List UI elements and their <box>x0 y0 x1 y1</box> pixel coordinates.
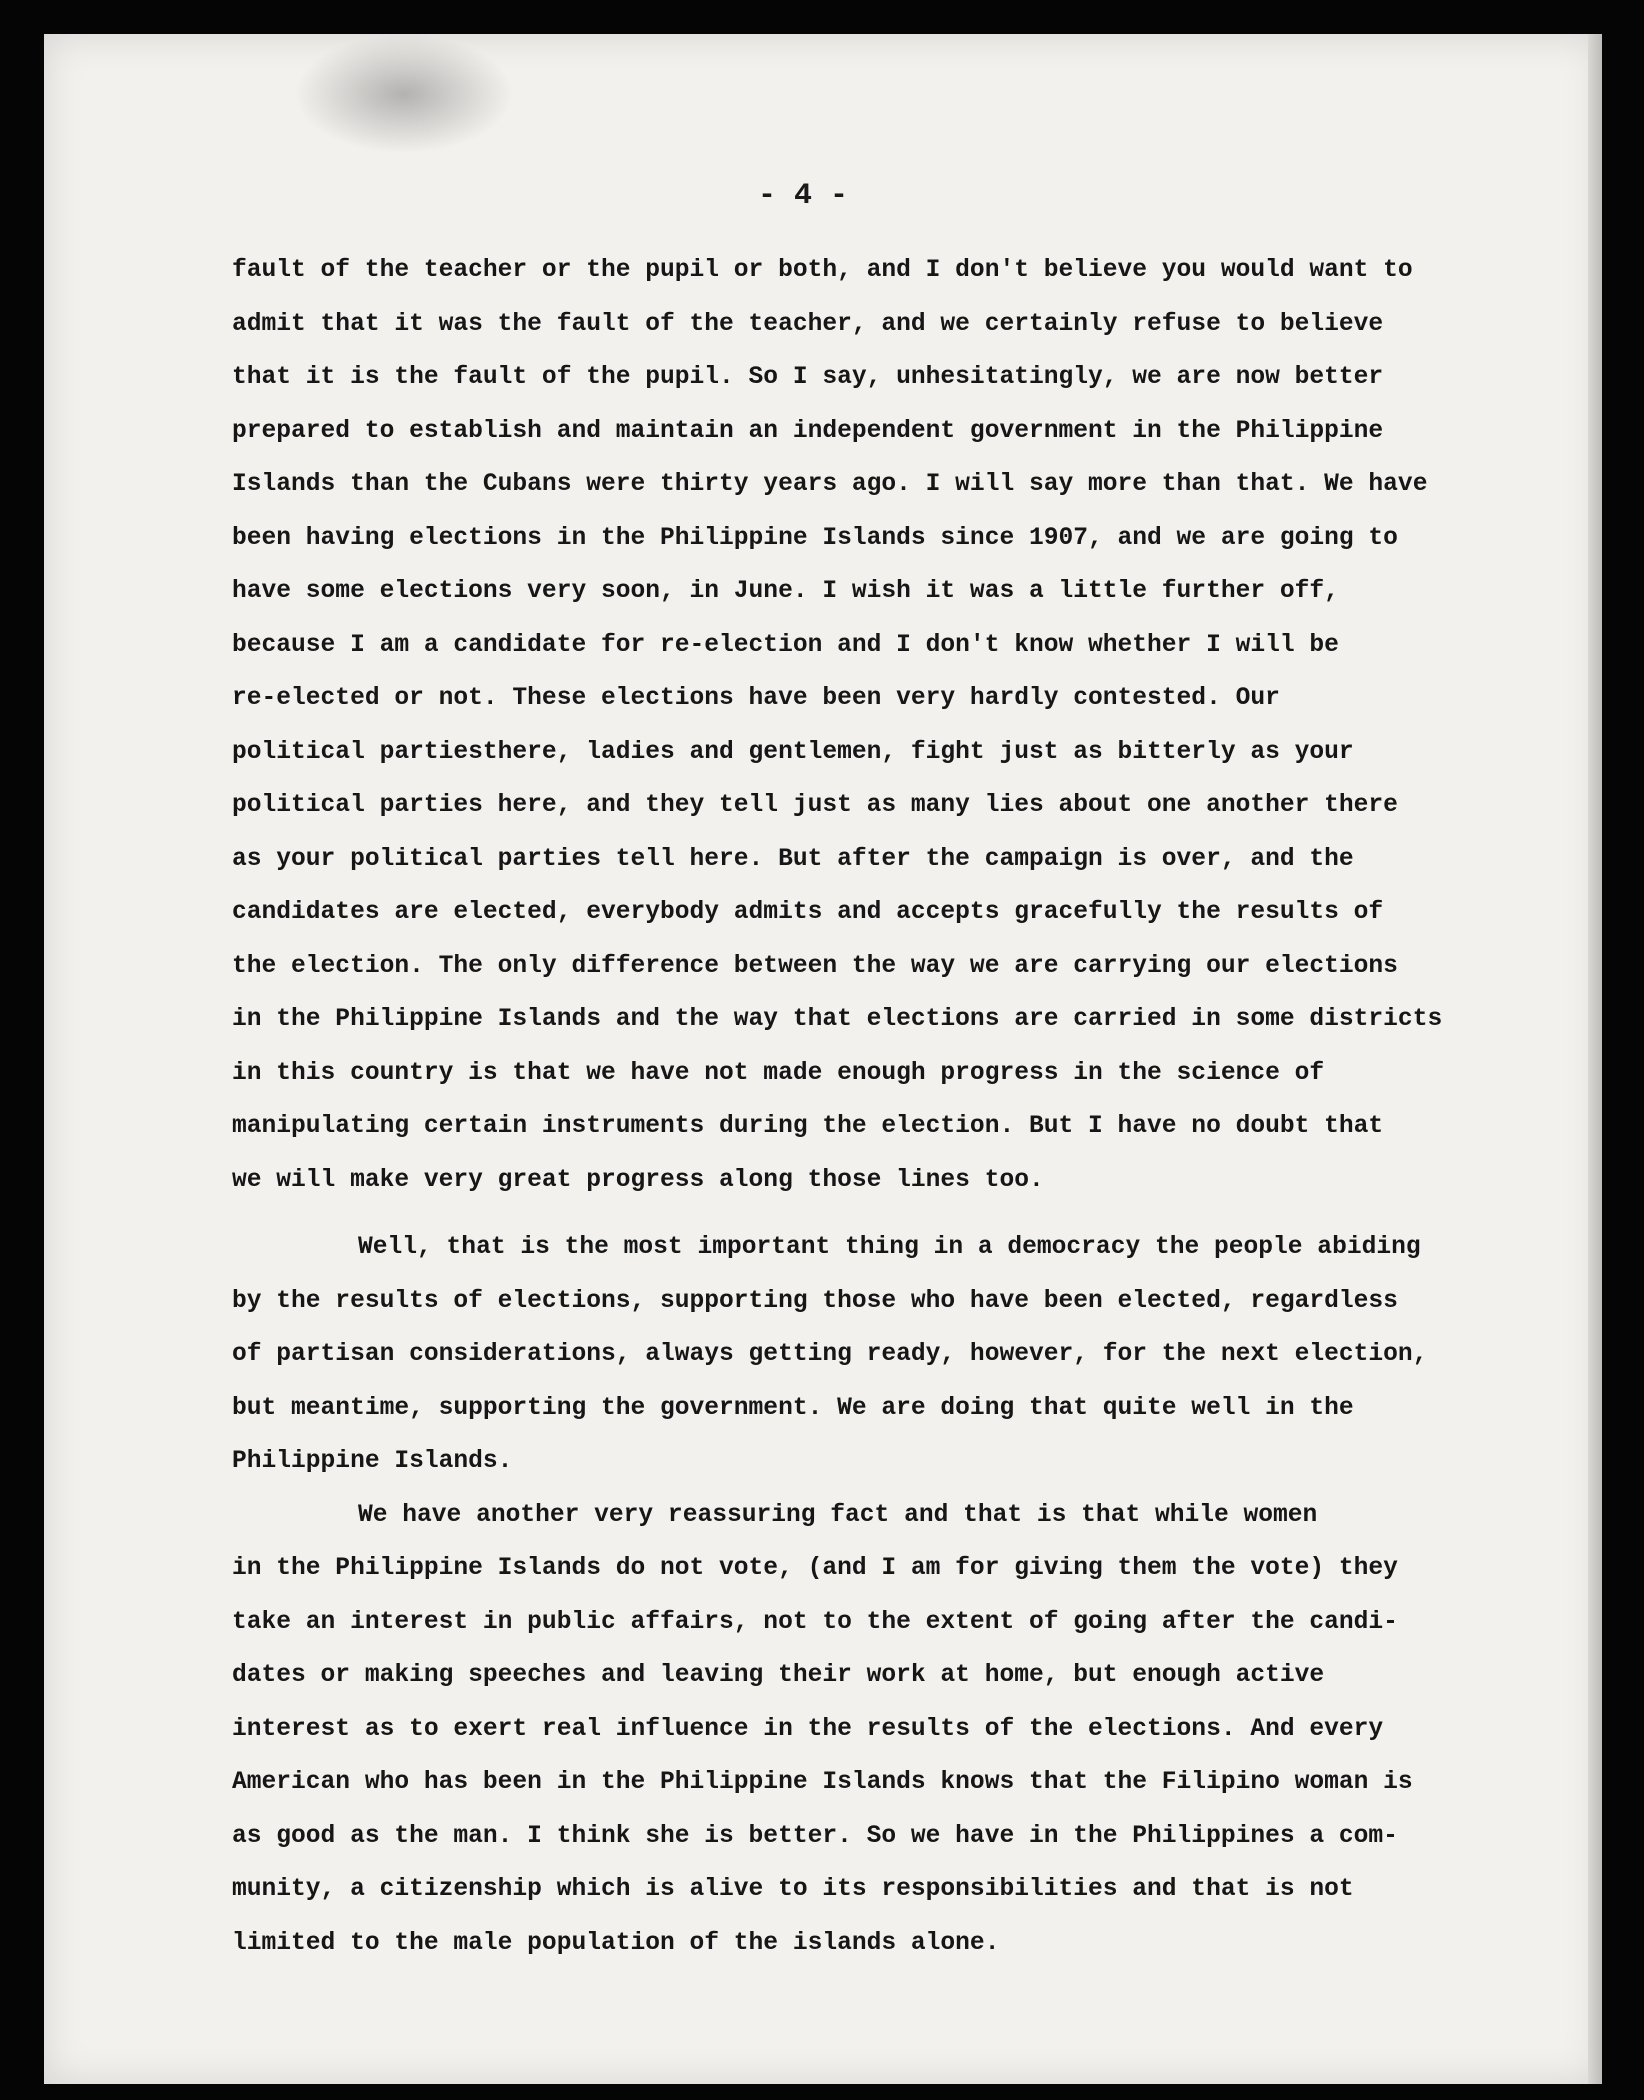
text-line: re-elected or not. These elections have been very hardly contested. Our <box>232 685 1280 712</box>
text-line: by the results of elections, supporting those who have been elected, regardless <box>232 1287 1398 1315</box>
text-line: fault of the teacher or the pupil or both, and I don't believe you would want to <box>232 257 1413 284</box>
paper-edge <box>1588 34 1602 2084</box>
text-line: manipulating certain instruments during the election. But I have no doubt that <box>232 1113 1384 1140</box>
text-line: as your political parties tell here. But after the campaign is over, and the <box>232 845 1354 873</box>
text-line: admit that it was the fault of the teacher, and we certainly refuse to believe <box>232 310 1384 338</box>
text-line: because I am a candidate for re-election and I don't know whether I will be <box>232 631 1339 659</box>
typed-page <box>44 34 1602 2084</box>
paragraph-gap <box>232 1207 1572 1221</box>
text-line: We have another very reassuring fact and that is that while women <box>358 1501 1318 1529</box>
text-line: in this country is that we have not made enough progress in the science of <box>232 1059 1325 1087</box>
text-line: of partisan considerations, always getting ready, however, for the next election, <box>232 1341 1428 1368</box>
page-number: - 4 - <box>757 179 848 213</box>
body-text <box>232 244 1572 1970</box>
text-line: political parties here, and they tell just as many lies about one another there <box>232 792 1398 819</box>
text-line: American who has been in the Philippine Islands knows that the Filipino woman is <box>232 1769 1413 1796</box>
text-line: the election. The only difference between the way we are carrying our elections <box>232 952 1398 980</box>
text-line: as good as the man. I think she is better. So we have in the Philippines a com- <box>232 1822 1398 1850</box>
text-line: but meantime, supporting the government. We are doing that quite well in the <box>232 1394 1354 1422</box>
text-line: dates or making speeches and leaving their work at home, but enough active <box>232 1662 1325 1689</box>
text-line: in the Philippine Islands do not vote, (and I am for giving them the vote) they <box>232 1555 1398 1582</box>
text-line: Islands than the Cubans were thirty years ago. I will say more than that. We have <box>232 471 1428 498</box>
text-line: in the Philippine Islands and the way that elections are carried in some districts <box>232 1006 1443 1033</box>
text-line: prepared to establish and maintain an independent government in the Philippine <box>232 417 1384 445</box>
paragraph-1 <box>232 244 1572 1207</box>
ink-smudge <box>294 34 514 154</box>
text-line: candidates are elected, everybody admits and accepts gracefully the results of <box>232 899 1384 926</box>
text-line: munity, a citizenship which is alive to its responsibilities and that is not <box>232 1876 1354 1903</box>
text-line: that it is the fault of the pupil. So I say, unhesitatingly, we are now better <box>232 364 1384 391</box>
text-line: limited to the male population of the islands alone. <box>232 1929 1000 1957</box>
text-line: have some elections very soon, in June. I wish it was a little further off, <box>232 578 1339 605</box>
paragraph-2 <box>232 1221 1572 1489</box>
text-line: been having elections in the Philippine Islands since 1907, and we are going to <box>232 524 1398 552</box>
text-line: Philippine Islands. <box>232 1448 513 1475</box>
text-line: interest as to exert real influence in the results of the elections. And every <box>232 1715 1384 1743</box>
text-line: take an interest in public affairs, not to the extent of going after the candi- <box>232 1608 1398 1636</box>
text-line: we will make very great progress along those lines too. <box>232 1166 1044 1194</box>
text-line: political partiesthere, ladies and gentlemen, fight just as bitterly as your <box>232 738 1354 766</box>
paragraph-3 <box>232 1489 1572 1971</box>
text-line: Well, that is the most important thing in a democracy the people abiding <box>358 1234 1421 1261</box>
